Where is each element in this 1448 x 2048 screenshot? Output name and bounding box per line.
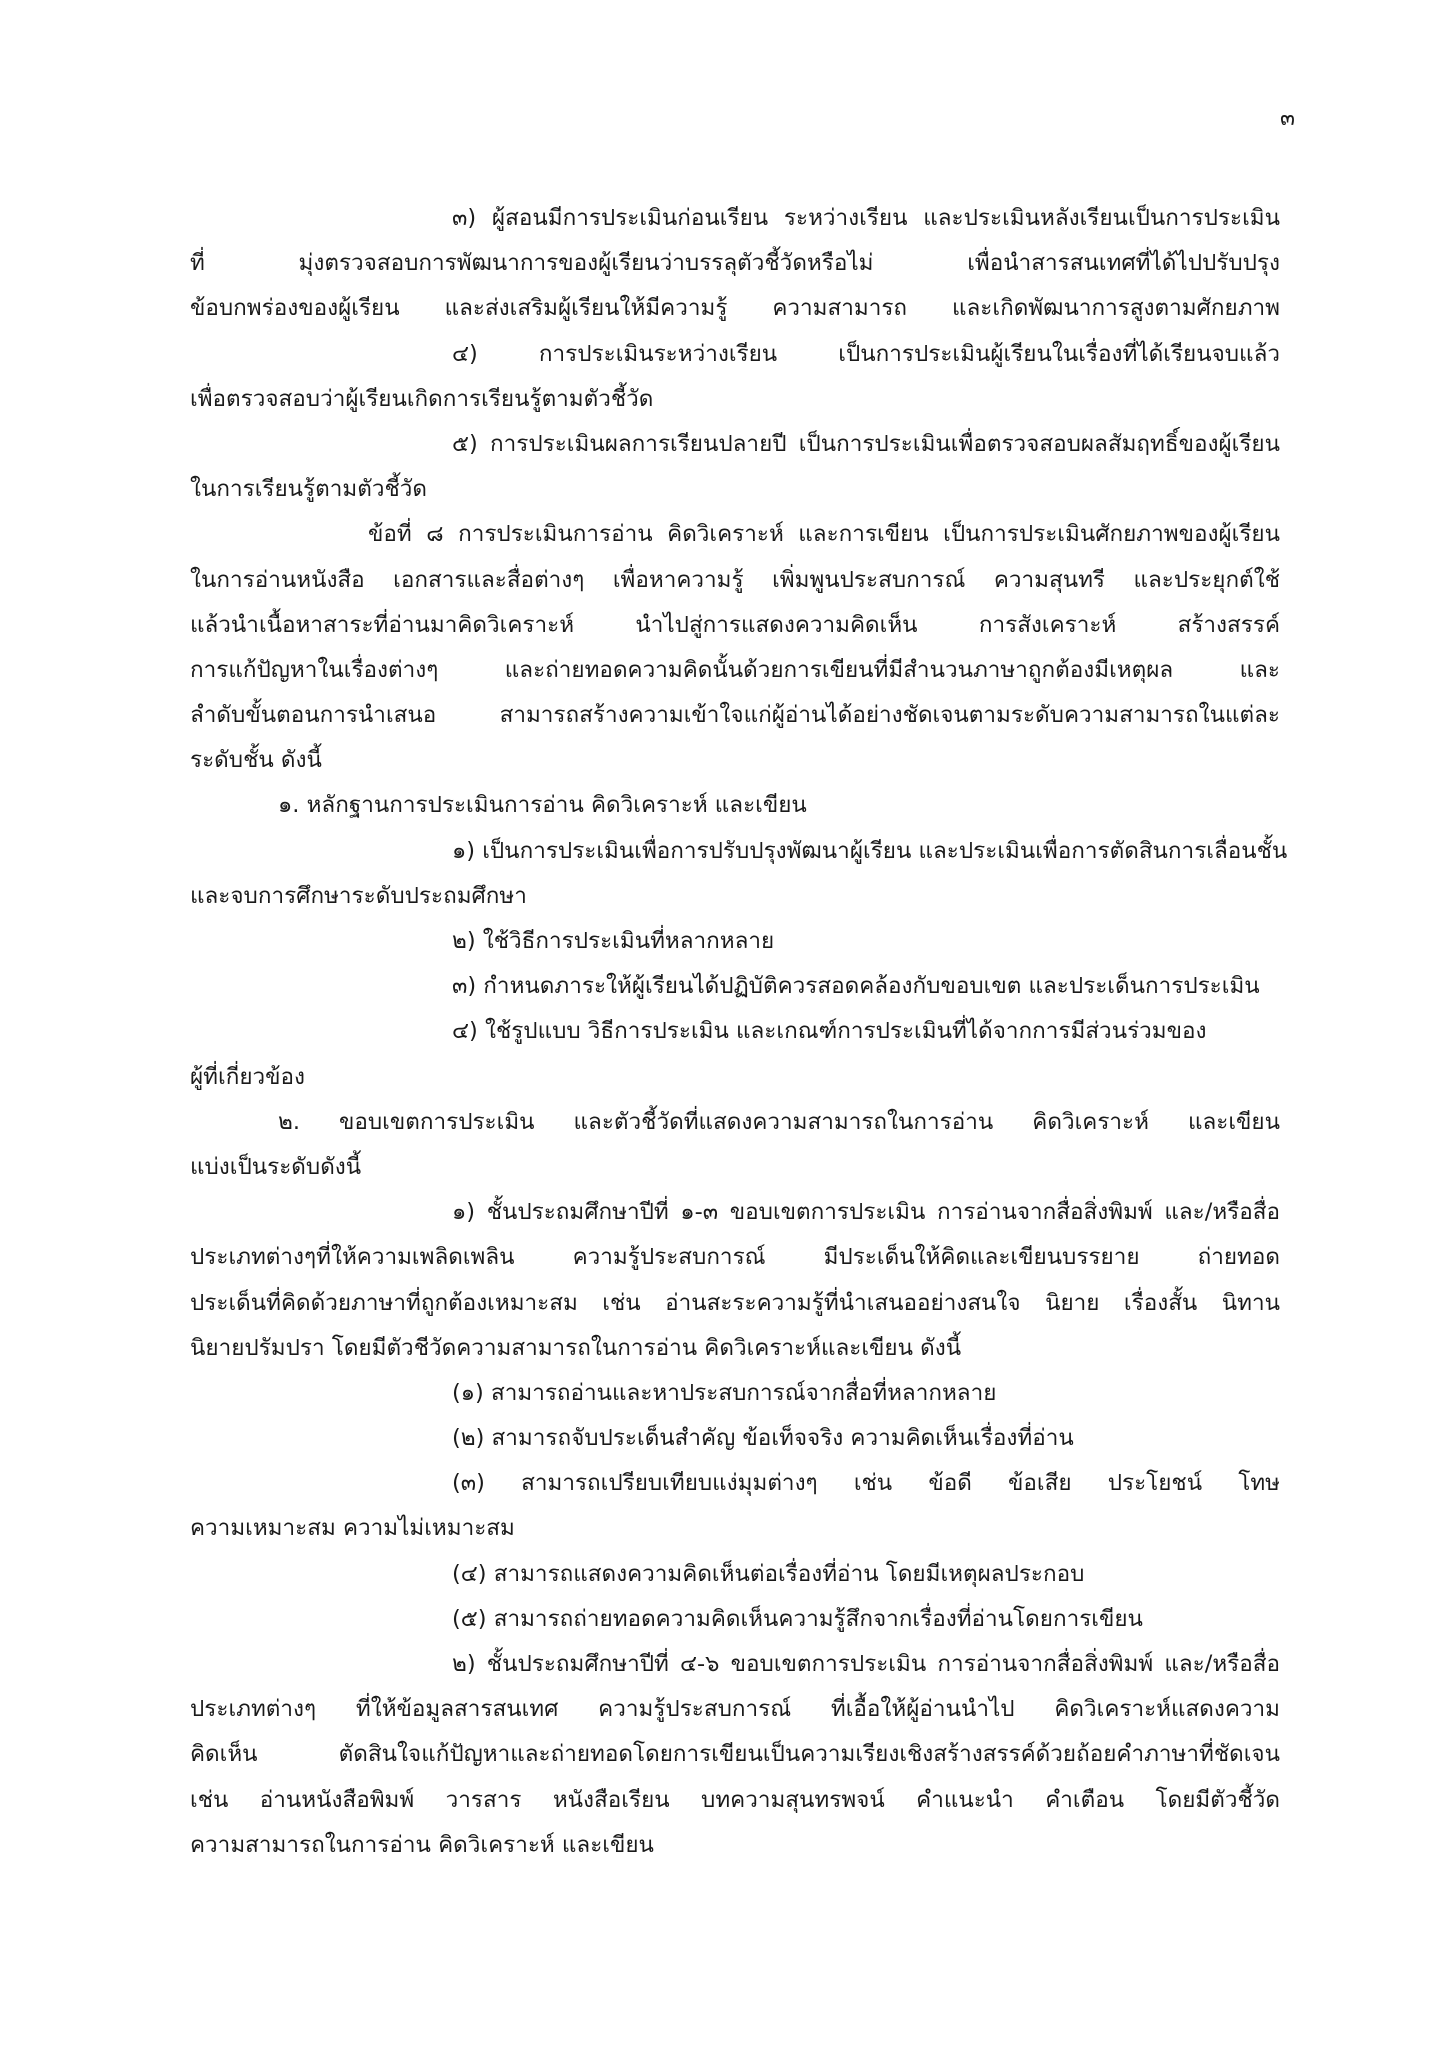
text-line [190,783,1280,828]
text-line [190,874,1280,919]
text-line [190,1100,1280,1145]
text-line [190,1461,1280,1506]
text-line [190,1778,1280,1823]
text-line-content: เช่น อ่านหนังสือพิมพ์ วารสาร หนังสือเรียน บทความสุนทรพจน์ คำแนะนำ คำเตือน โดยมีตัวชี้วัด [190,1786,1280,1813]
text-line [190,558,1280,603]
text-line-content: ๓) กำหนดภาระให้ผู้เรียนได้ปฏิบัติควรสอดคล้องกับขอบเขต และประเด็นการประเมิน [452,973,1260,1000]
text-line-content: ผู้ที่เกี่ยวข้อง [190,1063,306,1090]
text-line [190,1235,1280,1280]
text-line-content: ข้อบกพร่องของผู้เรียน และส่งเสริมผู้เรียนให้มีความรู้ ความสามารถ และเกิดพัฒนาการสูงตามศักยภาพ [190,295,1280,322]
text-line-content: ในการเรียนรู้ตามตัวชี้วัด [190,476,427,503]
text-line-content: เพื่อตรวจสอบว่าผู้เรียนเกิดการเรียนรู้ตามตัวชี้วัด [190,385,654,412]
text-line-content: และจบการศึกษาระดับประถมศึกษา [190,882,527,909]
document-body [190,196,1288,1868]
text-line [190,1552,1280,1597]
text-line-content: ข้อที่ ๘ การประเมินการอ่าน คิดวิเคราะห์ และการเขียน เป็นการประเมินศักยภาพของผู้เรียน [368,521,1280,548]
text-line-content: ประเภทต่างๆ ที่ให้ข้อมูลสารสนเทศ ความรู้ประสบการณ์ ที่เอื้อให้ผู้อ่านนำไป คิดวิเคราะห์แสดงความ [190,1696,1280,1723]
text-line [190,1055,1280,1100]
text-line [190,1326,1280,1371]
text-line-content: (๒) สามารถจับประเด็นสำคัญ ข้อเท็จจริง ความคิดเห็นเรื่องที่อ่าน [452,1425,1074,1452]
text-line-content: ประเด็นที่คิดด้วยภาษาที่ถูกต้องเหมาะสม เช่น อ่านสะระความรู้ที่นำเสนออย่างสนใจ นิยาย เรื่องสั้น นิทาน [190,1289,1280,1316]
page-number: ๓ [1279,106,1295,131]
text-line-content: ๑) ชั้นประถมศึกษาปีที่ ๑-๓ ขอบเขตการประเมิน การอ่านจากสื่อสิ่งพิมพ์ และ/หรือสื่อ [452,1199,1280,1226]
text-line [190,964,1280,1009]
text-line [190,1597,1280,1642]
text-line [190,1281,1280,1326]
text-line [190,1823,1280,1868]
text-line [190,1687,1280,1732]
text-line-content: (๔) สามารถแสดงความคิดเห็นต่อเรื่องที่อ่าน โดยมีเหตุผลประกอบ [452,1560,1085,1587]
text-line [190,1009,1280,1054]
text-line [190,1416,1280,1461]
text-line-content: ลำดับขั้นตอนการนำเสนอ สามารถสร้างความเข้าใจแก่ผู้อ่านได้อย่างชัดเจนตามระดับความสามารถในแต่ละ [190,702,1280,729]
text-line-content: แบ่งเป็นระดับดังนี้ [190,1153,362,1180]
text-line [190,738,1280,783]
text-line-content: ๔) การประเมินระหว่างเรียน เป็นการประเมินผู้เรียนในเรื่องที่ได้เรียนจบแล้ว [452,340,1280,367]
text-line [190,286,1280,331]
text-line [190,1190,1280,1235]
text-line [190,467,1280,512]
text-line-content: แล้วนำเนื้อหาสาระที่อ่านมาคิดวิเคราะห์ นำไปสู่การแสดงความคิดเห็น การสังเคราะห์ สร้างสรรค์ [190,611,1280,638]
text-line [190,1506,1280,1551]
text-line [190,648,1280,693]
text-line-content: นิยายปรัมปรา โดยมีตัวชีวัดความสามารถในการอ่าน คิดวิเคราะห์และเขียน ดังนี้ [190,1334,962,1361]
text-line-content: (๕) สามารถถ่ายทอดความคิดเห็นความรู้สึกจากเรื่องที่อ่านโดยการเขียน [452,1605,1143,1632]
text-line-content: ๑) เป็นการประเมินเพื่อการปรับปรุงพัฒนาผู้เรียน และประเมินเพื่อการตัดสินการเลื่อนชั้น [452,837,1288,864]
text-line-content: ที่ มุ่งตรวจสอบการพัฒนาการของผู้เรียนว่าบรรลุตัวชี้วัดหรือไม่ เพื่อนำสารสนเทศที่ได้ไปปรับปรุง [190,250,1280,277]
text-line [190,1371,1280,1416]
text-line-content: ๓) ผู้สอนมีการประเมินก่อนเรียน ระหว่างเรียน และประเมินหลังเรียนเป็นการประเมิน [452,205,1280,231]
text-line-content: ความเหมาะสม ความไม่เหมาะสม [190,1515,515,1542]
text-line [190,693,1280,738]
text-line-content: ๔) ใช้รูปแบบ วิธีการประเมิน และเกณฑ์การประเมินที่ได้จากการมีส่วนร่วมของ [452,1018,1207,1045]
text-line-content: (๑) สามารถอ่านและหาประสบการณ์จากสื่อที่หลากหลาย [452,1379,997,1406]
text-line-content: ๑. หลักฐานการประเมินการอ่าน คิดวิเคราะห์ และเขียน [278,792,807,819]
text-line-content: ๕) การประเมินผลการเรียนปลายปี เป็นการประเมินเพื่อตรวจสอบผลสัมฤทธิ์ของผู้เรียน [452,430,1280,457]
text-line [190,196,1280,241]
text-line [190,829,1288,874]
text-line [190,332,1280,377]
text-line [190,512,1280,557]
text-line-content: ๒) ชั้นประถมศึกษาปีที่ ๔-๖ ขอบเขตการประเมิน การอ่านจากสื่อสิ่งพิมพ์ และ/หรือสื่อ [452,1651,1280,1677]
text-line [190,1145,1280,1190]
text-line-content: ความสามารถในการอ่าน คิดวิเคราะห์ และเขียน [190,1831,654,1858]
text-line [190,919,1280,964]
text-line-content: ระดับชั้น ดังนี้ [190,747,322,774]
text-line-content: ๒. ขอบเขตการประเมิน และตัวชี้วัดที่แสดงความสามารถในการอ่าน คิดวิเคราะห์ และเขียน [278,1108,1280,1135]
text-line-content: (๓) สามารถเปรียบเทียบแง่มุมต่างๆ เช่น ข้อดี ข้อเสีย ประโยชน์ โทษ [452,1470,1280,1497]
text-line-content: คิดเห็น ตัดสินใจแก้ปัญหาและถ่ายทอดโดยการเขียนเป็นความเรียงเชิงสร้างสรรค์ด้วยถ้อยคำภาษาที่ชัดเจน [190,1741,1280,1768]
text-line [190,377,1280,422]
text-line-content: ๒) ใช้วิธีการประเมินที่หลากหลาย [452,928,775,954]
text-line [190,1642,1280,1687]
text-line [190,241,1280,286]
text-line-content: การแก้ปัญหาในเรื่องต่างๆ และถ่ายทอดความคิดนั้นด้วยการเขียนที่มีสำนวนภาษาถูกต้องมีเหตุผล และ [190,656,1280,683]
text-line-content: ในการอ่านหนังสือ เอกสารและสื่อต่างๆ เพื่อหาความรู้ เพิ่มพูนประสบการณ์ ความสุนทรี และประยุกต์ใช้ [190,566,1280,593]
text-line [190,422,1280,467]
text-line [190,603,1280,648]
text-line [190,1732,1280,1777]
text-line-content: ประเภทต่างๆที่ให้ความเพลิดเพลิน ความรู้ประสบการณ์ มีประเด็นให้คิดและเขียนบรรยาย ถ่ายทอด [190,1244,1280,1271]
